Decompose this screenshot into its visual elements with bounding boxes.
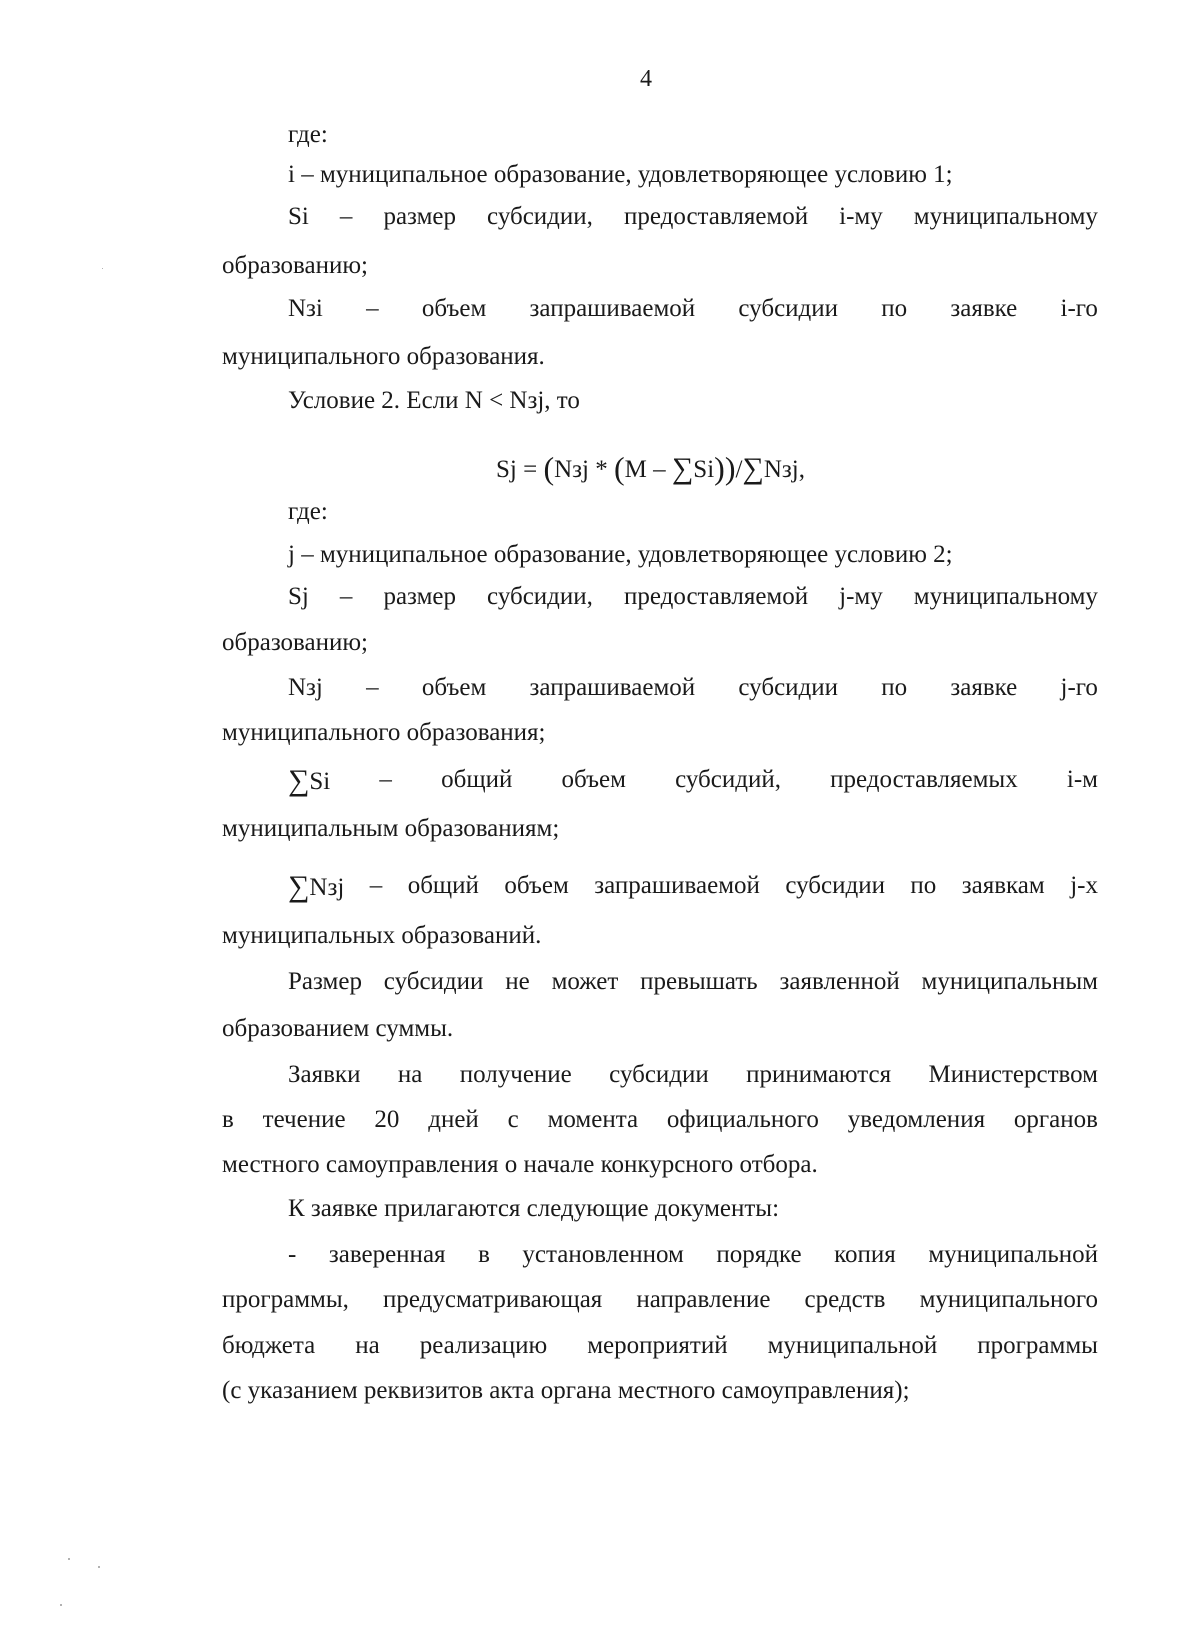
word: – <box>366 674 379 701</box>
word: направление <box>636 1286 771 1313</box>
definition-nzj <box>288 671 1098 705</box>
word: i-го <box>1060 295 1098 322</box>
word: средств <box>804 1286 886 1313</box>
word: бюджета <box>222 1332 316 1359</box>
word: – <box>379 766 392 793</box>
word: j-х <box>1070 872 1098 899</box>
formula-term: = <box>516 456 544 483</box>
word: субсидии <box>738 295 839 322</box>
word: в <box>478 1241 490 1268</box>
word: может <box>551 968 619 995</box>
word: момента <box>547 1106 639 1133</box>
definition-sum-si <box>288 763 1098 799</box>
word: муниципальному <box>913 583 1098 610</box>
documents-item-1 <box>288 1238 1098 1272</box>
word: с <box>507 1106 519 1133</box>
sum-icon: ∑ <box>742 452 764 485</box>
word: – <box>366 295 379 322</box>
word: общий <box>441 766 513 793</box>
word: субсидии <box>383 968 484 995</box>
applications-paragraph <box>288 1058 1098 1092</box>
word: субсидии <box>609 1061 709 1088</box>
word: установленном <box>522 1241 684 1268</box>
word: органов <box>1013 1106 1098 1133</box>
word: официального <box>666 1106 819 1133</box>
word: общий <box>407 872 479 899</box>
word: муниципальному <box>913 203 1098 230</box>
word: предоставляемой <box>623 203 809 230</box>
word: муниципальной <box>928 1241 1098 1268</box>
definition-nzi-cont: муниципального образования. <box>222 343 545 370</box>
word: Nзj <box>309 874 345 901</box>
formula-term: Si <box>693 456 715 483</box>
definition-sum-nzj-cont: муниципальных образований. <box>222 922 542 949</box>
word: по <box>881 674 908 701</box>
word: на <box>355 1332 380 1359</box>
definition-i: i – муниципальное образование, удовлетворяющее условию 1; <box>288 161 953 188</box>
word: субсидий, <box>675 766 781 793</box>
word: субсидии <box>738 674 839 701</box>
documents-item-1-line-2 <box>222 1283 1098 1317</box>
word: объем <box>504 872 569 899</box>
formula-sj: Sj = (Nзj * (M – ∑Si))/∑Nзj, <box>496 450 805 486</box>
word: по <box>910 872 937 899</box>
sum-icon: ∑ <box>288 764 310 797</box>
word: предоставляемой <box>623 583 809 610</box>
word: j-го <box>1060 674 1098 701</box>
scan-speck <box>60 1604 62 1606</box>
word: муниципальной <box>767 1332 938 1359</box>
definition-nzi <box>288 292 1098 326</box>
word: j-му <box>839 583 883 610</box>
word: программы, <box>222 1286 349 1313</box>
word: дней <box>428 1106 479 1133</box>
word: заверенная <box>328 1241 446 1268</box>
word: муниципального <box>919 1286 1098 1313</box>
word: программы <box>977 1332 1098 1359</box>
word: объем <box>421 674 487 701</box>
word: в <box>222 1106 234 1133</box>
word: объем <box>421 295 487 322</box>
word: i-м <box>1066 766 1098 793</box>
word: 20 <box>374 1106 400 1133</box>
word: течение <box>262 1106 346 1133</box>
formula-term: M – <box>624 456 672 483</box>
word: заявленной <box>779 968 900 995</box>
word: копия <box>834 1241 896 1268</box>
definition-si <box>288 200 1098 234</box>
word: мероприятий <box>587 1332 728 1359</box>
definition-j: j – муниципальное образование, удовлетворяющее условию 2; <box>288 541 953 568</box>
word: – <box>339 203 353 230</box>
word: Размер <box>288 968 362 995</box>
attached-documents-intro: К заявке прилагаются следующие документы: <box>288 1195 780 1222</box>
word: Nзj <box>288 674 323 701</box>
word: Si <box>288 203 309 230</box>
word: i-му <box>839 203 883 230</box>
word: запрашиваемой <box>594 872 760 899</box>
word: размер <box>383 203 456 230</box>
subsidy-limit-cont: образованием суммы. <box>222 1015 454 1042</box>
definition-sj <box>288 580 1098 614</box>
word: Министерством <box>928 1061 1098 1088</box>
word: Заявки <box>288 1061 361 1088</box>
documents-item-1-line-4: (с указанием реквизитов акта органа местного самоуправления); <box>222 1377 910 1404</box>
word: Si <box>309 768 331 795</box>
word: – <box>339 583 353 610</box>
word: муниципальным <box>921 968 1098 995</box>
word: объем <box>561 766 626 793</box>
word: заявкам <box>961 872 1045 899</box>
scan-speck <box>68 1558 70 1560</box>
formula-term: Sj <box>496 456 517 483</box>
formula-term: / <box>735 456 743 483</box>
word: Nзi <box>288 295 323 322</box>
word: Sj <box>288 583 309 610</box>
word: субсидии, <box>487 203 593 230</box>
word: размер <box>383 583 456 610</box>
word: предоставляемых <box>830 766 1018 793</box>
definition-sj-cont: образованию; <box>222 629 368 656</box>
where-label-2: где: <box>288 498 328 525</box>
sum-icon: ∑ <box>288 870 310 903</box>
scan-speck <box>102 268 103 269</box>
formula-term: Nзj, <box>763 456 805 483</box>
word: – <box>369 872 383 899</box>
page-number: 4 <box>640 66 652 92</box>
word: заявке <box>950 674 1018 701</box>
scan-speck <box>98 1566 100 1568</box>
sum-icon: ∑ <box>671 452 694 485</box>
word: получение <box>459 1061 572 1088</box>
word: на <box>397 1061 423 1088</box>
word: не <box>505 968 530 995</box>
word: предусматривающая <box>383 1286 603 1313</box>
definition-sum-nzj <box>288 869 1098 905</box>
word: субсидии, <box>487 583 593 610</box>
word: заявке <box>950 295 1018 322</box>
applications-line-3: местного самоуправления о начале конкурсного отбора. <box>222 1151 818 1178</box>
word: запрашиваемой <box>529 295 696 322</box>
definition-sum-si-cont: муниципальным образованиям; <box>222 815 560 842</box>
word: порядке <box>716 1241 802 1268</box>
condition-2: Условие 2. Если N < Nзj, то <box>288 387 580 414</box>
word: принимаются <box>746 1061 892 1088</box>
word: реализацию <box>419 1332 548 1359</box>
word: запрашиваемой <box>529 674 696 701</box>
word: - <box>288 1241 297 1268</box>
formula-term: Nзj * <box>554 456 615 483</box>
definition-si-cont: образованию; <box>222 252 368 279</box>
where-label: где: <box>288 121 328 148</box>
word: превышать <box>640 968 758 995</box>
documents-item-1-line-3 <box>222 1329 1098 1363</box>
word: по <box>881 295 908 322</box>
word: уведомления <box>847 1106 986 1133</box>
applications-line-2 <box>222 1103 1098 1137</box>
subsidy-limit <box>288 965 1098 999</box>
word: субсидии <box>785 872 885 899</box>
definition-nzj-cont: муниципального образования; <box>222 719 546 746</box>
